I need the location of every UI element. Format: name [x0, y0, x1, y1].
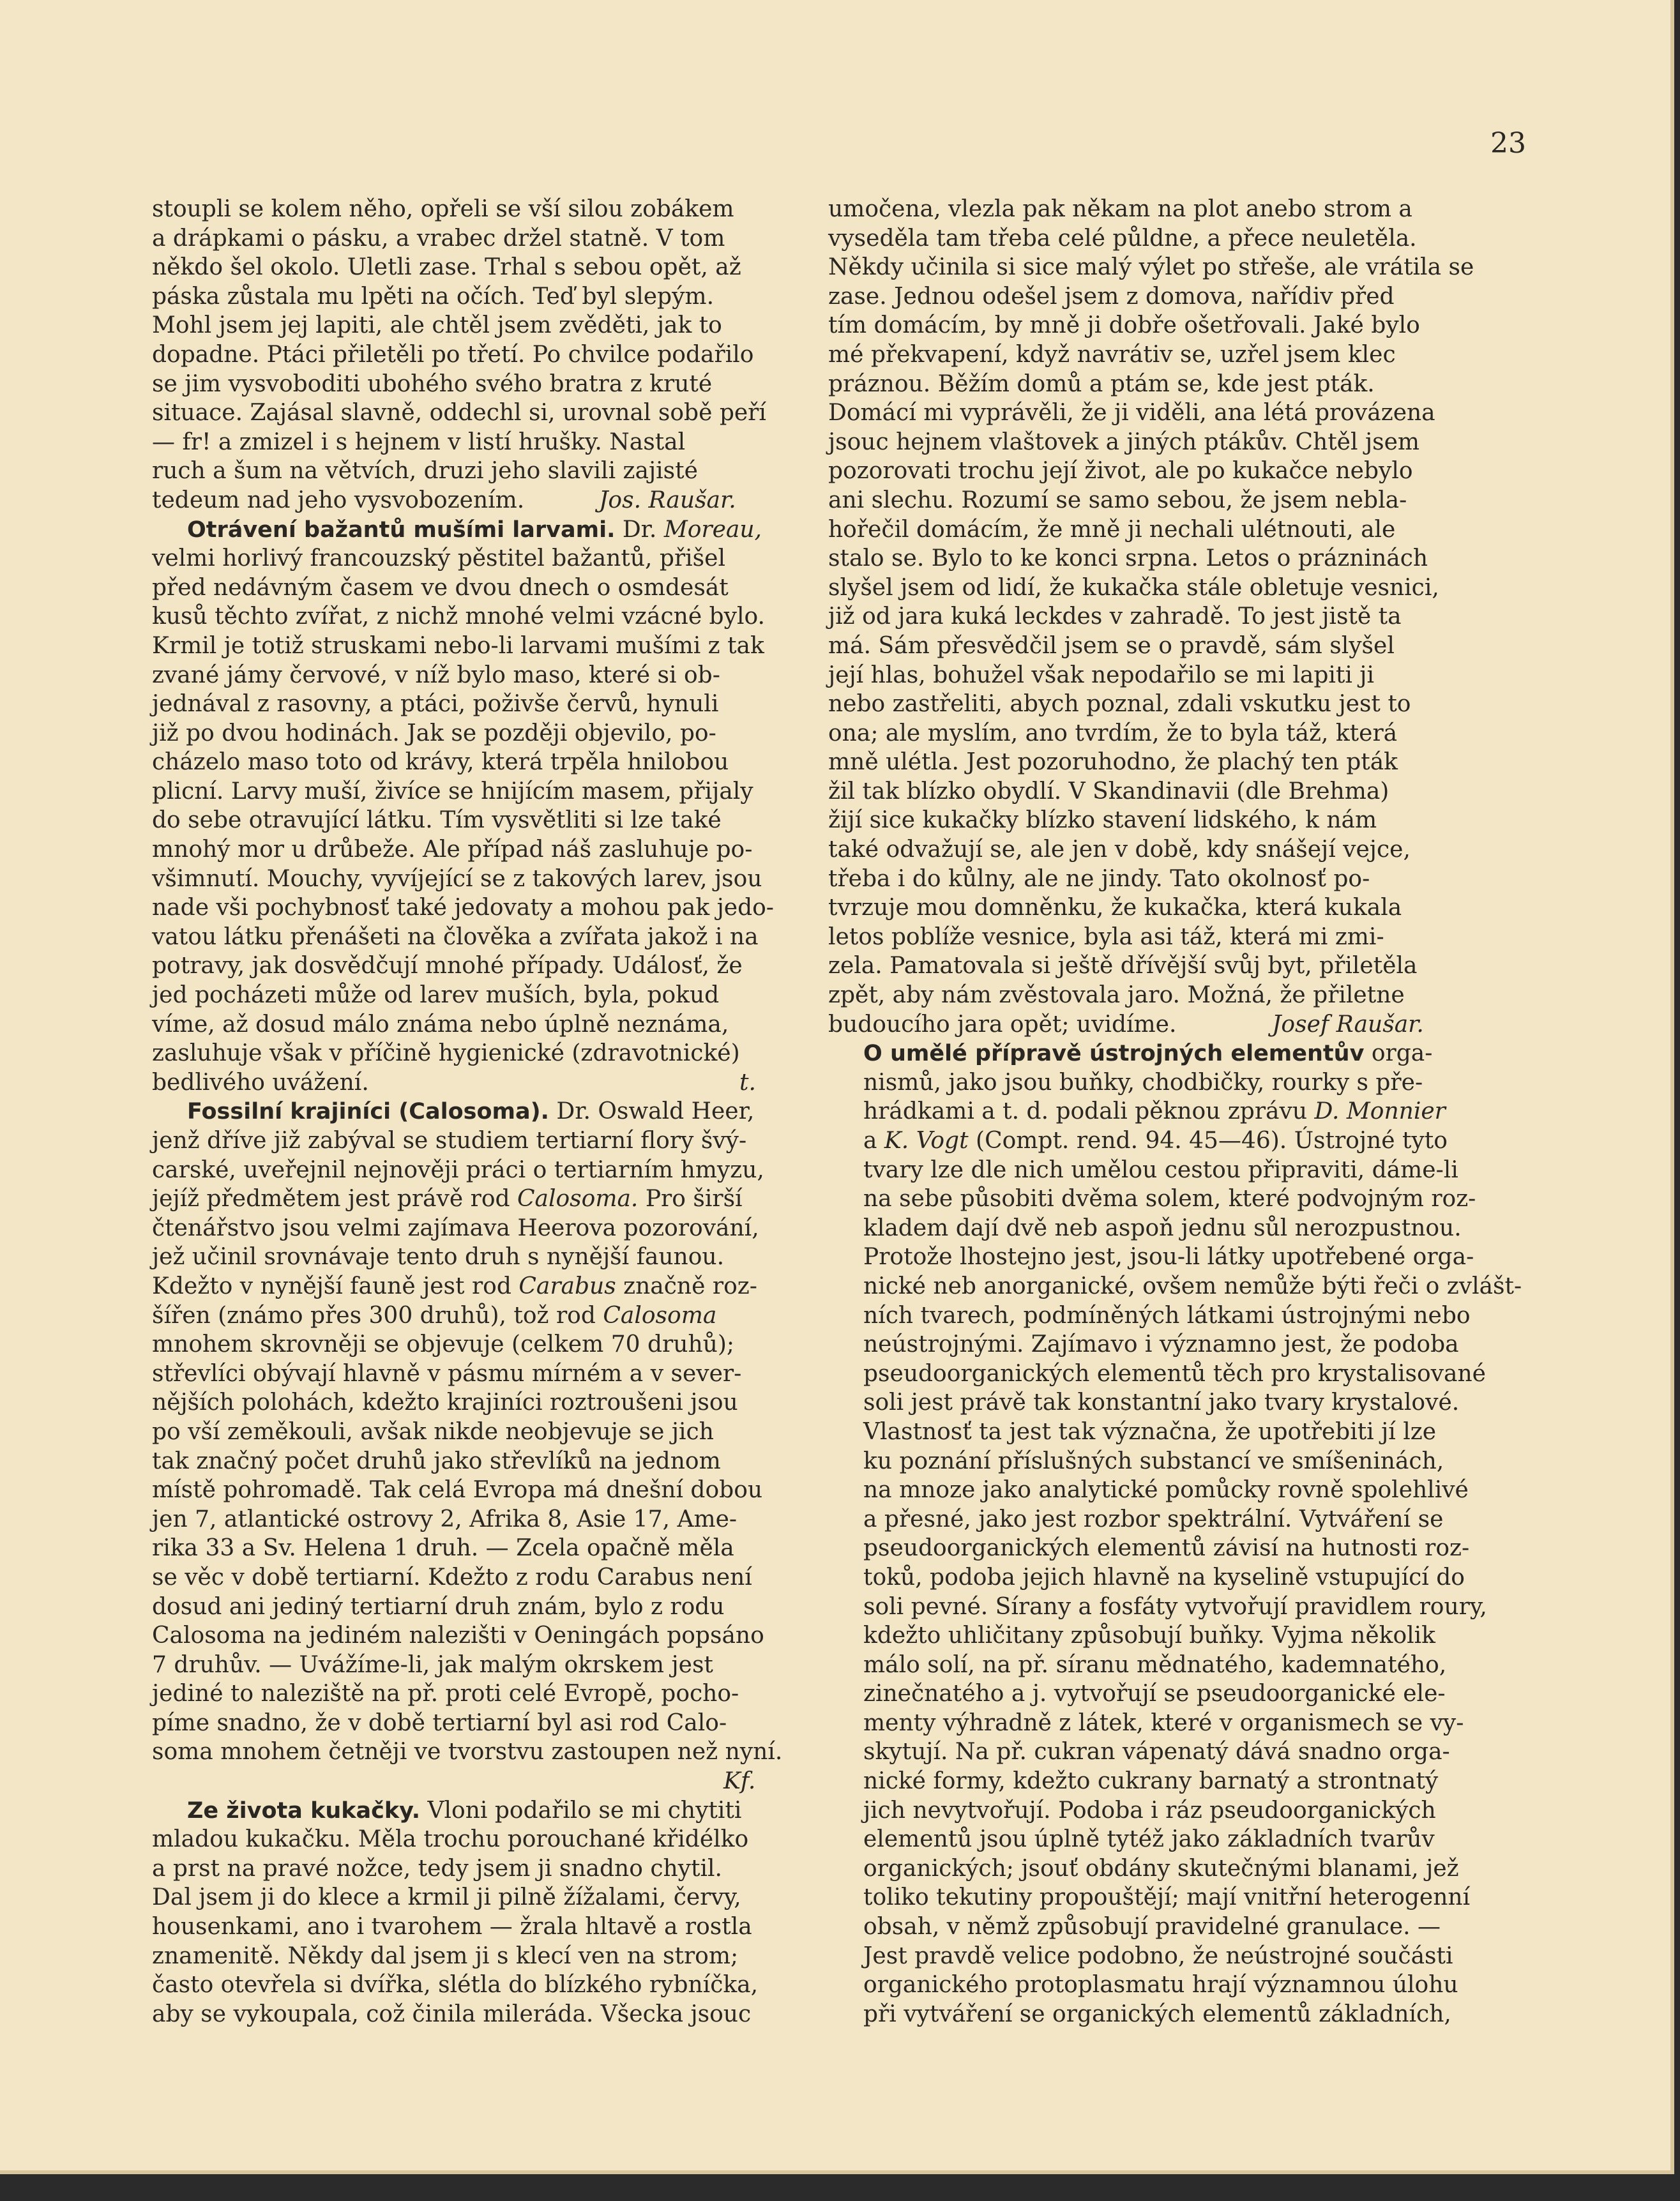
text-line [152, 2000, 800, 2029]
text-run: a [863, 1128, 884, 1154]
text-run: nické neb anorganické, ovšem nemůže býti řeči o zvlášt- [863, 1273, 1522, 1299]
text-line [828, 806, 1486, 835]
text-run: a drápkami o pásku, a vrabec držel statně. V tom [152, 225, 725, 252]
text-run: slyšel jsem od lidí, že kukačka stále obletuje vesnici, [828, 574, 1439, 601]
text-run: Domácí mi vyprávěli, že ji viděli, ana létá provázena [828, 400, 1435, 427]
text-run: toků, podoba jejich hlavně na kyselině vstupující do [863, 1564, 1465, 1591]
text-run: 7 druhův. — Uvážíme-li, jak malým okrskem jest [152, 1651, 713, 1678]
text-line [828, 1039, 1486, 1068]
text-line [828, 457, 1486, 486]
text-line [828, 690, 1486, 719]
text-run: kladem dají dvě neb aspoň jednu sůl nerozpustnou. [863, 1214, 1462, 1241]
text-run: jednával z rasovny, a ptáci, poživše červů, hynuli [152, 691, 719, 718]
text-run: jen 7, atlantické ostrovy 2, Afrika 8, Asie 17, Ame- [152, 1506, 738, 1532]
text-line [152, 1272, 800, 1301]
text-run: menty výhradně z látek, které v organismech se vy- [863, 1709, 1464, 1736]
text-run: nebo zastřeliti, abych poznal, zdali vskutku jest to [828, 691, 1411, 718]
text-run: také odvažují se, ale jen v době, kdy snášejí vejce, [828, 836, 1411, 863]
section-heading: O umělé přípravě ústrojných elementův [863, 1041, 1365, 1067]
text-run: orga- [1364, 1040, 1433, 1067]
text-line [152, 835, 800, 865]
text-line [828, 1272, 1522, 1301]
text-line [828, 1476, 1486, 1505]
text-line [828, 1679, 1486, 1709]
text-run: pseudoorganických elementů závisí na hutnosti roz- [863, 1535, 1470, 1562]
text-line [152, 428, 800, 457]
text-run: situace. Zajásal slavně, oddechl si, urovnal sobě peří [152, 400, 766, 427]
text-run: Dr. [615, 516, 664, 543]
text-run: zasluhuje však v příčině hygienické (zdravotnické) [152, 1040, 740, 1067]
text-line [152, 457, 800, 486]
text-line [152, 1505, 800, 1534]
author-signature: Jos. Raušar. [599, 487, 736, 513]
text-line [828, 1854, 1486, 1884]
text-run: mnohý mor u drůbeže. Ale případ náš zasluhuje po- [152, 836, 753, 863]
text-run: se jim vysvoboditi ubohého svého bratra z kruté [152, 370, 713, 397]
text-run: do sebe otravující látku. Tím vysvětliti si lze také [152, 807, 722, 834]
text-run: potravy, jak dosvědčují mnohé případy. Událosť, že [152, 953, 743, 979]
text-line [828, 602, 1486, 632]
text-line [152, 1912, 800, 1942]
text-run: ních tvarech, podmíněných látkami ústrojnými nebo [863, 1302, 1471, 1329]
text-line [152, 1476, 800, 1505]
scan-border-right [1674, 0, 1680, 2201]
text-run: hořečil domácím, že mně ji nechali ulétnouti, ale [828, 516, 1396, 543]
text-run: carské, uveřejnil nejnověji práci o tertiarním hmyzu, [152, 1156, 764, 1183]
text-run: nické formy, kdežto cukrany barnatý a strontnatý [863, 1768, 1439, 1795]
text-line [152, 923, 800, 952]
text-line [828, 1447, 1486, 1476]
text-line [828, 1243, 1486, 1272]
italic-name: D. Monnier [1314, 1098, 1446, 1125]
text-run: již od jara kuká leckdes v zahradě. To jest jistě ta [828, 603, 1402, 630]
text-run: jsouc hejnem vlaštovek a jiných ptákův. Chtěl jsem [828, 428, 1420, 455]
text-line [152, 1970, 800, 2000]
text-run: kusů těchto zvířat, z nichž mnohé velmi vzácné bylo. [152, 603, 765, 630]
text-run: na sebe působiti dvěma solem, které podvojným roz- [863, 1186, 1476, 1213]
text-line [152, 632, 800, 661]
text-run: páska zůstala mu lpěti na očích. Teď byl slepým. [152, 283, 715, 310]
text-line [152, 573, 800, 603]
text-run: skytují. Na př. cukran vápenatý dává snadno orga- [863, 1739, 1450, 1766]
text-line [828, 1563, 1486, 1592]
text-line [152, 1330, 800, 1359]
text-run: žil tak blízko obydlí. V Skandinavii (dle Brehma) [828, 778, 1389, 805]
text-line [828, 835, 1486, 865]
text-line [152, 1825, 800, 1854]
text-run: letos poblíže vesnice, byla asi táž, která mi zmi- [828, 923, 1384, 950]
text-run: jež učinil srovnávaje tento druh s nynější faunou. [152, 1244, 725, 1271]
author-signature: t. [739, 1069, 756, 1096]
text-line [828, 748, 1486, 777]
text-line [152, 253, 800, 282]
italic-name: Calosoma. [517, 1186, 639, 1213]
text-line [828, 1359, 1486, 1389]
text-run: Calosoma na jediném nalezišti v Oeningách popsáno [152, 1622, 764, 1649]
text-run: plicní. Larvy muší, živíce se hnijícím masem, přijaly [152, 778, 753, 805]
text-line [828, 1505, 1486, 1534]
text-line [152, 1621, 800, 1651]
text-line [152, 777, 800, 806]
text-line [152, 661, 800, 690]
section-heading: Ze života kukačky. [187, 1797, 421, 1824]
text-line [828, 1330, 1486, 1359]
text-run: znamenitě. Někdy dal jsem ji s klecí ven na strom; [152, 1942, 739, 1969]
text-run: Protože lhostejno jest, jsou-li látky upotřebené orga- [863, 1244, 1474, 1271]
text-line [152, 981, 800, 1010]
text-line [828, 1184, 1486, 1214]
text-run: Dr. Oswald Heer, [549, 1098, 755, 1125]
text-line [152, 195, 800, 224]
author-signature: Kf. [723, 1768, 756, 1795]
text-run: před nedávným časem ve dvou dnech o osmdesát [152, 574, 729, 601]
text-line [828, 1592, 1486, 1622]
text-line [152, 951, 800, 981]
text-run: čtenářstvo jsou velmi zajímava Heerova pozorování, [152, 1214, 759, 1241]
text-line [828, 1388, 1486, 1418]
text-line [152, 1679, 800, 1709]
text-run: soma mnohem četněji ve tvorstvu zastoupen než nyní. [152, 1739, 783, 1766]
text-run: tím domácím, by mně ji dobře ošetřovali. Jaké bylo [828, 312, 1420, 339]
text-run: mé překvapení, když navrátiv se, uzřel jsem klec [828, 341, 1396, 368]
text-run: aby se vykoupala, což činila mileráda. Všecka jsouc [152, 2001, 752, 2027]
text-line [152, 1767, 800, 1796]
text-line [152, 1737, 800, 1767]
text-run: nade vši pochybnosť také jedovaty a mohou pak jedo- [152, 895, 774, 921]
text-run: se věc v době tertiarní. Kdežto z rodu Carabus není [152, 1564, 752, 1591]
text-run: nějších polohách, kdežto krajiníci roztroušeni jsou [152, 1389, 738, 1416]
text-run: žijí sice kukačky blízko stavení lidského, k nám [828, 807, 1377, 834]
text-run: (Compt. rend. 94. 45—46). Ústrojné tyto [968, 1128, 1448, 1154]
text-line [152, 1563, 800, 1592]
text-run: má. Sám přesvědčil jsem se o pravdě, sám slyšel [828, 632, 1395, 659]
text-run: hrádkami a t. d. podali pěknou zprávu [863, 1098, 1315, 1125]
text-run: práznou. Běžím domů a ptám se, kde jest pták. [828, 370, 1375, 397]
text-run: již po dvou hodinách. Jak se později objevilo, po- [152, 720, 716, 746]
text-run: tedeum nad jeho vysvobozením. [152, 487, 525, 513]
italic-name: K. Vogt [884, 1128, 969, 1154]
text-line [828, 544, 1486, 573]
text-line [828, 981, 1486, 1010]
text-run: Dal jsem ji do klece a krmil ji pilně žížalami, červy, [152, 1884, 741, 1911]
text-line [152, 1068, 800, 1098]
text-run: soli jest právě tak konstantní jako tvary krystalové. [863, 1389, 1460, 1416]
text-run: po vší zeměkouli, avšak nikde neobjevuje se jich [152, 1418, 714, 1445]
text-run: tvary lze dle nich umělou cestou připraviti, dáme-li [863, 1156, 1458, 1183]
text-line [828, 486, 1486, 515]
text-run: umočena, vlezla pak někam na plot anebo strom a [828, 196, 1412, 222]
text-run: ku poznání příslušných substancí ve smíšeninách, [863, 1448, 1444, 1474]
text-run: zinečnatého a j. vytvořují se pseudoorganické ele- [863, 1681, 1446, 1707]
text-line [152, 1388, 800, 1418]
text-run: toliko tekutiny propouštějí; mají vnitřní heterogenní [863, 1884, 1471, 1911]
text-line [152, 806, 800, 835]
text-run: šířen (známo přes 300 druhů), tož rod [152, 1302, 603, 1329]
section-heading: Fossilní krajiníci (Calosoma). [187, 1099, 549, 1125]
right-text-column [828, 195, 1522, 2029]
text-line [152, 1854, 800, 1884]
text-run: housenkami, ano i tvarohem — žrala hltavě a rostla [152, 1914, 752, 1940]
text-run: Pro širší [638, 1186, 743, 1213]
text-line [152, 1447, 800, 1476]
text-run: zvané jámy červové, v níž bylo maso, které si ob- [152, 662, 720, 688]
text-line [828, 632, 1486, 661]
text-line [828, 224, 1486, 253]
text-run: jejíž předmětem jest právě rod [152, 1186, 517, 1213]
text-line [152, 1883, 800, 1912]
text-run: cházelo maso toto od krávy, která trpěla hnilobou [152, 749, 729, 776]
text-run: stalo se. Bylo to ke konci srpna. Letos o prázninách [828, 545, 1428, 572]
text-line [828, 951, 1486, 981]
text-line [152, 1301, 800, 1331]
text-line [828, 1709, 1486, 1738]
text-run: třeba i do kůlny, ale ne jindy. Tato okolnosť po- [828, 865, 1370, 892]
text-line [828, 195, 1486, 224]
text-run: často otevřela si dvířka, slétla do blízkého rybníčka, [152, 1972, 759, 1999]
italic-name: Calosoma [603, 1302, 717, 1329]
text-line [828, 1534, 1486, 1563]
author-signature: Josef Raušar. [1272, 1011, 1424, 1038]
text-run: málo solí, na př. síranu mědnatého, kademnatého, [863, 1651, 1447, 1678]
text-run: zela. Pamatovala si ještě dřívější svůj byt, přiletěla [828, 953, 1418, 979]
text-run: a prst na pravé nožce, tedy jsem ji snadno chytil. [152, 1855, 722, 1882]
text-line [828, 1912, 1486, 1942]
text-line [152, 1942, 800, 1971]
text-run: Mohl jsem jej lapiti, ale chtěl jsem zvěděti, jak to [152, 312, 722, 339]
text-line [152, 1184, 800, 1214]
text-line [152, 1709, 800, 1738]
text-run: velmi horlivý francouzský pěstitel bažantů, přišel [152, 545, 725, 572]
text-run: organických; jsouť obdány skutečnými blanami, jež [863, 1855, 1459, 1882]
text-line [828, 1010, 1486, 1040]
text-line [828, 282, 1486, 312]
text-line [828, 1418, 1486, 1447]
text-line [152, 1243, 800, 1272]
text-line [152, 1214, 800, 1243]
text-line [152, 1039, 800, 1068]
text-line [828, 1825, 1486, 1854]
text-run: ani slechu. Rozumí se samo sebou, že jsem nebla- [828, 487, 1407, 513]
text-line [828, 253, 1486, 282]
text-run: ona; ale myslím, ano tvrdím, že to byla táž, která [828, 720, 1398, 746]
text-line [152, 515, 800, 545]
text-line [152, 398, 800, 428]
text-line [828, 1621, 1486, 1651]
text-line [828, 1970, 1486, 2000]
text-line [152, 282, 800, 312]
text-run: bedlivého uvážení. [152, 1069, 369, 1096]
text-run: pozorovati trochu její život, ale po kukačce nebylo [828, 458, 1413, 485]
text-run: stoupli se kolem něho, opřeli se vší silou zobákem [152, 196, 734, 222]
text-line [152, 224, 800, 253]
text-line [828, 777, 1486, 806]
text-run: střevlíci obývají hlavně v pásmu mírném a v sever- [152, 1360, 742, 1387]
text-line [152, 1651, 800, 1680]
text-line [828, 1097, 1486, 1126]
text-run: její hlas, bohužel však nepodařilo se mi lapiti ji [828, 662, 1374, 688]
text-run: jich nevytvořují. Podoba i ráz pseudoorganických [863, 1797, 1436, 1824]
text-run: kdežto uhličitany způsobují buňky. Vyjma několik [863, 1622, 1435, 1649]
text-line [828, 515, 1486, 545]
text-line [828, 340, 1486, 370]
text-run: píme snadno, že v době tertiarní byl asi rod Calo- [152, 1709, 727, 1736]
text-run: na mnoze jako analytické pomůcky rovně spolehlivé [863, 1477, 1469, 1504]
text-line [828, 1214, 1486, 1243]
text-run: neústrojnými. Zajímavo i významno jest, že podoba [863, 1331, 1459, 1358]
text-run: Někdy učinila si sice malý výlet po střeše, ale vrátila se [828, 254, 1474, 281]
text-run: Vlastnosť ta jest tak význačna, že upotřebiti jí lze [863, 1418, 1437, 1445]
text-run: vatou látku přenášeti na člověka a zvířata jakož i na [152, 923, 759, 950]
text-line [828, 1068, 1486, 1098]
text-run: rika 33 a Sv. Helena 1 druh. — Zcela opačně měla [152, 1535, 734, 1562]
text-line [828, 1156, 1486, 1185]
text-run: víme, až dosud málo známa nebo úplně neznáma, [152, 1011, 729, 1038]
text-run: značně roz- [616, 1273, 757, 1299]
text-line [828, 398, 1486, 428]
text-run: vyseděla tam třeba celé půldne, a přece neuletěla. [828, 225, 1417, 252]
text-line [152, 311, 800, 340]
text-run: místě pohromadě. Tak celá Evropa má dnešní dobou [152, 1477, 763, 1504]
text-run: jenž dříve již zabýval se studiem tertiarní flory švý- [152, 1128, 747, 1154]
text-line [152, 690, 800, 719]
text-line [828, 893, 1486, 923]
text-line [152, 544, 800, 573]
text-line [152, 1592, 800, 1622]
text-line [828, 2000, 1486, 2029]
text-line [828, 1651, 1486, 1680]
text-line [828, 1767, 1486, 1796]
text-run: zase. Jednou odešel jsem z domova, nařídiv před [828, 283, 1395, 310]
scan-border-bottom [0, 2174, 1680, 2201]
text-line [828, 1301, 1486, 1331]
text-line [152, 1534, 800, 1563]
text-line [828, 923, 1486, 952]
text-line [152, 719, 800, 748]
text-run: všimnutí. Mouchy, vyvíjející se z takových larev, jsou [152, 865, 762, 892]
text-line [152, 1097, 800, 1126]
text-line [152, 1796, 800, 1826]
text-run: při vytváření se organických elementů základních, [863, 2001, 1451, 2027]
text-line [152, 1010, 800, 1040]
text-run: organického protoplasmatu hrají významnou úlohu [863, 1972, 1458, 1999]
text-line [828, 865, 1486, 894]
left-text-column [152, 195, 800, 2029]
text-run: nismů, jako jsou buňky, chodbičky, rourky s pře- [863, 1069, 1423, 1096]
text-run: jed pocházeti může od larev muších, byla, pokud [152, 982, 720, 1009]
text-run: budoucího jara opět; uvidíme. [828, 1011, 1177, 1038]
text-run: Vloni podařilo se mi chytiti [420, 1797, 742, 1824]
text-run: mnohem skrovněji se objevuje (celkem 70 druhů); [152, 1331, 734, 1358]
text-run: mladou kukačku. Měla trochu porouchané křidélko [152, 1826, 749, 1853]
text-run: dosud ani jediný tertiarní druh znám, bylo z rodu [152, 1593, 725, 1620]
text-line [828, 573, 1486, 603]
text-run: někdo šel okolo. Uletli zase. Trhal s sebou opět, až [152, 254, 741, 281]
text-run: ruch a šum na větvích, druzi jeho slavili zajisté [152, 458, 698, 485]
text-line [828, 719, 1486, 748]
text-line [152, 748, 800, 777]
text-run: Jest pravdě velice podobno, že neústrojné součásti [863, 1942, 1453, 1969]
text-line [152, 340, 800, 370]
text-line [152, 1359, 800, 1389]
text-line [152, 486, 800, 515]
italic-name: Carabus [518, 1273, 616, 1299]
text-run: zpět, aby nám zvěstovala jaro. Možná, že přiletne [828, 982, 1405, 1009]
text-line [828, 661, 1486, 690]
text-line [828, 370, 1486, 399]
text-run: obsah, v němž způsobují pravidelné granulace. — [863, 1914, 1441, 1940]
text-line [152, 602, 800, 632]
text-run: dopadne. Ptáci přiletěli po třetí. Po chvilce podařilo [152, 341, 754, 368]
text-line [828, 1942, 1486, 1971]
text-line [152, 1156, 800, 1185]
text-line [152, 1418, 800, 1447]
text-line [828, 1126, 1486, 1156]
text-line [828, 311, 1486, 340]
text-run: a přesné, jako jest rozbor spektrální. Vytváření se [863, 1506, 1444, 1532]
text-run: tvrzuje mou domněnku, že kukačka, která kukala [828, 895, 1402, 921]
text-run: soli pevné. Sírany a fosfáty vytvořují pravidlem roury, [863, 1593, 1487, 1620]
text-line [828, 1796, 1486, 1826]
section-heading: Otrávení bažantů mušími larvami. [187, 517, 616, 543]
text-run: jediné to naleziště na př. proti celé Evropě, pocho- [152, 1681, 739, 1707]
text-run: Kdežto v nynější fauně jest rod [152, 1273, 519, 1299]
text-run: pseudoorganických elementů těch pro krystalisované [863, 1360, 1486, 1387]
text-line [828, 428, 1486, 457]
text-run: — fr! a zmizel i s hejnem v listí hrušky. Nastal [152, 428, 686, 455]
italic-name: Moreau, [663, 516, 762, 543]
text-line [828, 1737, 1486, 1767]
text-run: Krmil je totiž struskami nebo-li larvami mušími z tak [152, 632, 764, 659]
text-run: mně ulétla. Jest pozoruhodno, že plachý ten pták [828, 749, 1398, 776]
text-line [152, 893, 800, 923]
text-line [152, 865, 800, 894]
text-line [828, 1883, 1486, 1912]
page-number: 23 [1490, 127, 1526, 160]
text-line [152, 370, 800, 399]
text-line [152, 1126, 800, 1156]
text-run: elementů jsou úplně tytéž jako základních tvarův [863, 1826, 1435, 1853]
text-run: tak značný počet druhů jako střevlíků na jednom [152, 1448, 721, 1474]
